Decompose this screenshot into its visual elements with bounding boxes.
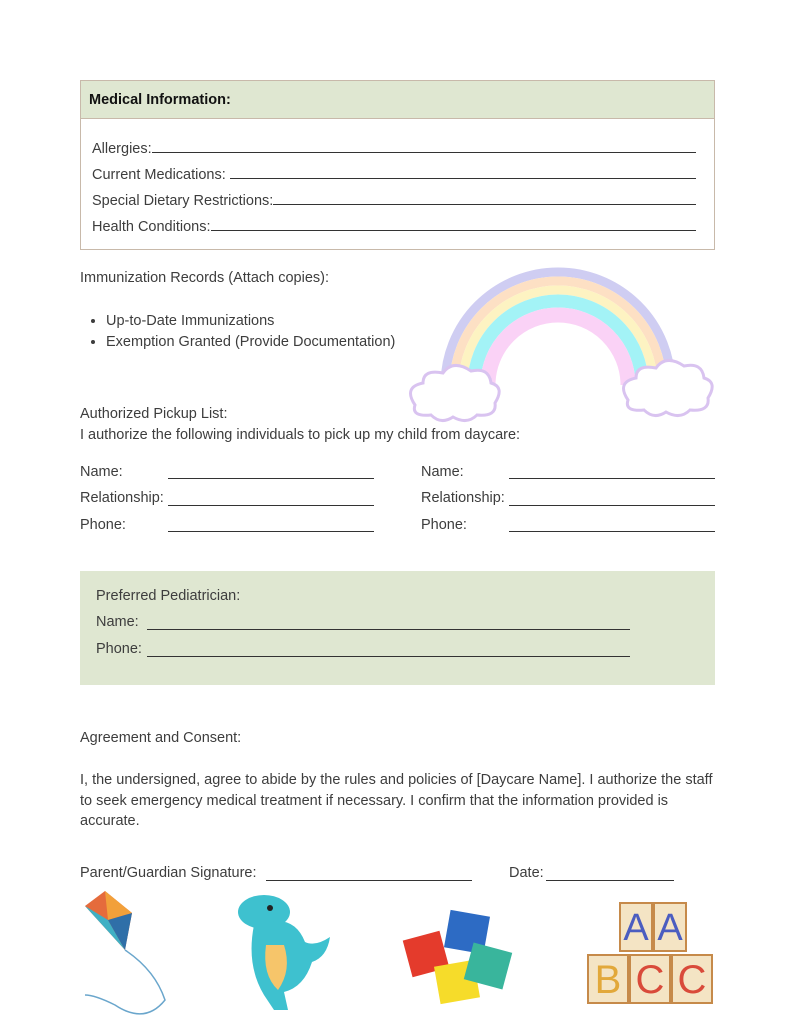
- medical-information-section: [80, 80, 715, 250]
- pickup1-phone-line[interactable]: [168, 531, 374, 532]
- health-conditions-line[interactable]: [211, 230, 697, 231]
- pediatrician-phone-label: Phone:: [96, 641, 142, 657]
- pickup2-name-label: Name:: [421, 464, 464, 480]
- pickup2-phone-label: Phone:: [421, 517, 467, 533]
- abc-blocks-icon: [586, 900, 716, 1006]
- health-conditions-field[interactable]: [81, 209, 714, 235]
- agreement-heading: Agreement and Consent:: [80, 730, 242, 746]
- dietary-line[interactable]: [273, 204, 696, 205]
- pickup2-relationship-label: Relationship:: [421, 490, 505, 506]
- medications-field[interactable]: [81, 157, 714, 183]
- pickup1-name-label: Name:: [80, 464, 123, 480]
- pediatrician-name-label: Name:: [96, 614, 139, 630]
- pickup-heading: Authorized Pickup List:: [80, 406, 228, 422]
- immunization-list: [80, 311, 395, 353]
- kite-icon: [80, 888, 175, 1018]
- pediatrician-section: [80, 571, 715, 685]
- allergies-line[interactable]: [152, 152, 696, 153]
- pediatrician-phone-line[interactable]: [147, 656, 630, 657]
- immunization-heading: Immunization Records (Attach copies):: [80, 270, 330, 286]
- signature-label: Parent/Guardian Signature:: [80, 865, 257, 881]
- immunization-option[interactable]: • Exemption Granted (Provide Documentation): [106, 332, 395, 353]
- medications-label: Current Medications:: [92, 167, 230, 183]
- medical-information-title: Medical Information:: [81, 81, 714, 119]
- block-c: C: [629, 954, 671, 1004]
- pickup2-relationship-line[interactable]: [509, 505, 715, 506]
- block-c: C: [671, 954, 713, 1004]
- date-label: Date:: [509, 865, 544, 881]
- medications-line[interactable]: [230, 178, 696, 179]
- dinosaur-icon: [232, 890, 332, 1015]
- immunization-option[interactable]: • Up-to-Date Immunizations: [106, 311, 395, 332]
- dietary-label: Special Dietary Restrictions:: [92, 193, 274, 209]
- rainbow-illustration: [400, 255, 720, 430]
- pickup1-name-line[interactable]: [168, 478, 374, 479]
- agreement-body: I, the undersigned, agree to abide by the rules and policies of [Daycare Name]. I authorize the staff to seek emergency medical treatment if necessary. I confirm that the information provided is accurate.: [80, 772, 713, 829]
- allergies-field[interactable]: [81, 131, 714, 157]
- health-conditions-label: Health Conditions:: [92, 219, 211, 235]
- dietary-field[interactable]: [81, 183, 714, 209]
- block-b: B: [587, 954, 629, 1004]
- pickup-intro: I authorize the following individuals to pick up my child from daycare:: [80, 427, 521, 443]
- pickup2-phone-line[interactable]: [509, 531, 715, 532]
- pediatrician-heading: Preferred Pediatrician:: [96, 588, 241, 604]
- allergies-label: Allergies:: [92, 141, 152, 157]
- puzzle-icon: [402, 905, 517, 1010]
- pickup2-name-line[interactable]: [509, 478, 715, 479]
- pediatrician-name-line[interactable]: [147, 629, 630, 630]
- pickup1-relationship-line[interactable]: [168, 505, 374, 506]
- pickup1-phone-label: Phone:: [80, 517, 126, 533]
- pickup1-relationship-label: Relationship:: [80, 490, 164, 506]
- signature-line[interactable]: [266, 880, 472, 881]
- block-a: A: [619, 902, 653, 952]
- block-a: A: [653, 902, 687, 952]
- date-line[interactable]: [546, 880, 674, 881]
